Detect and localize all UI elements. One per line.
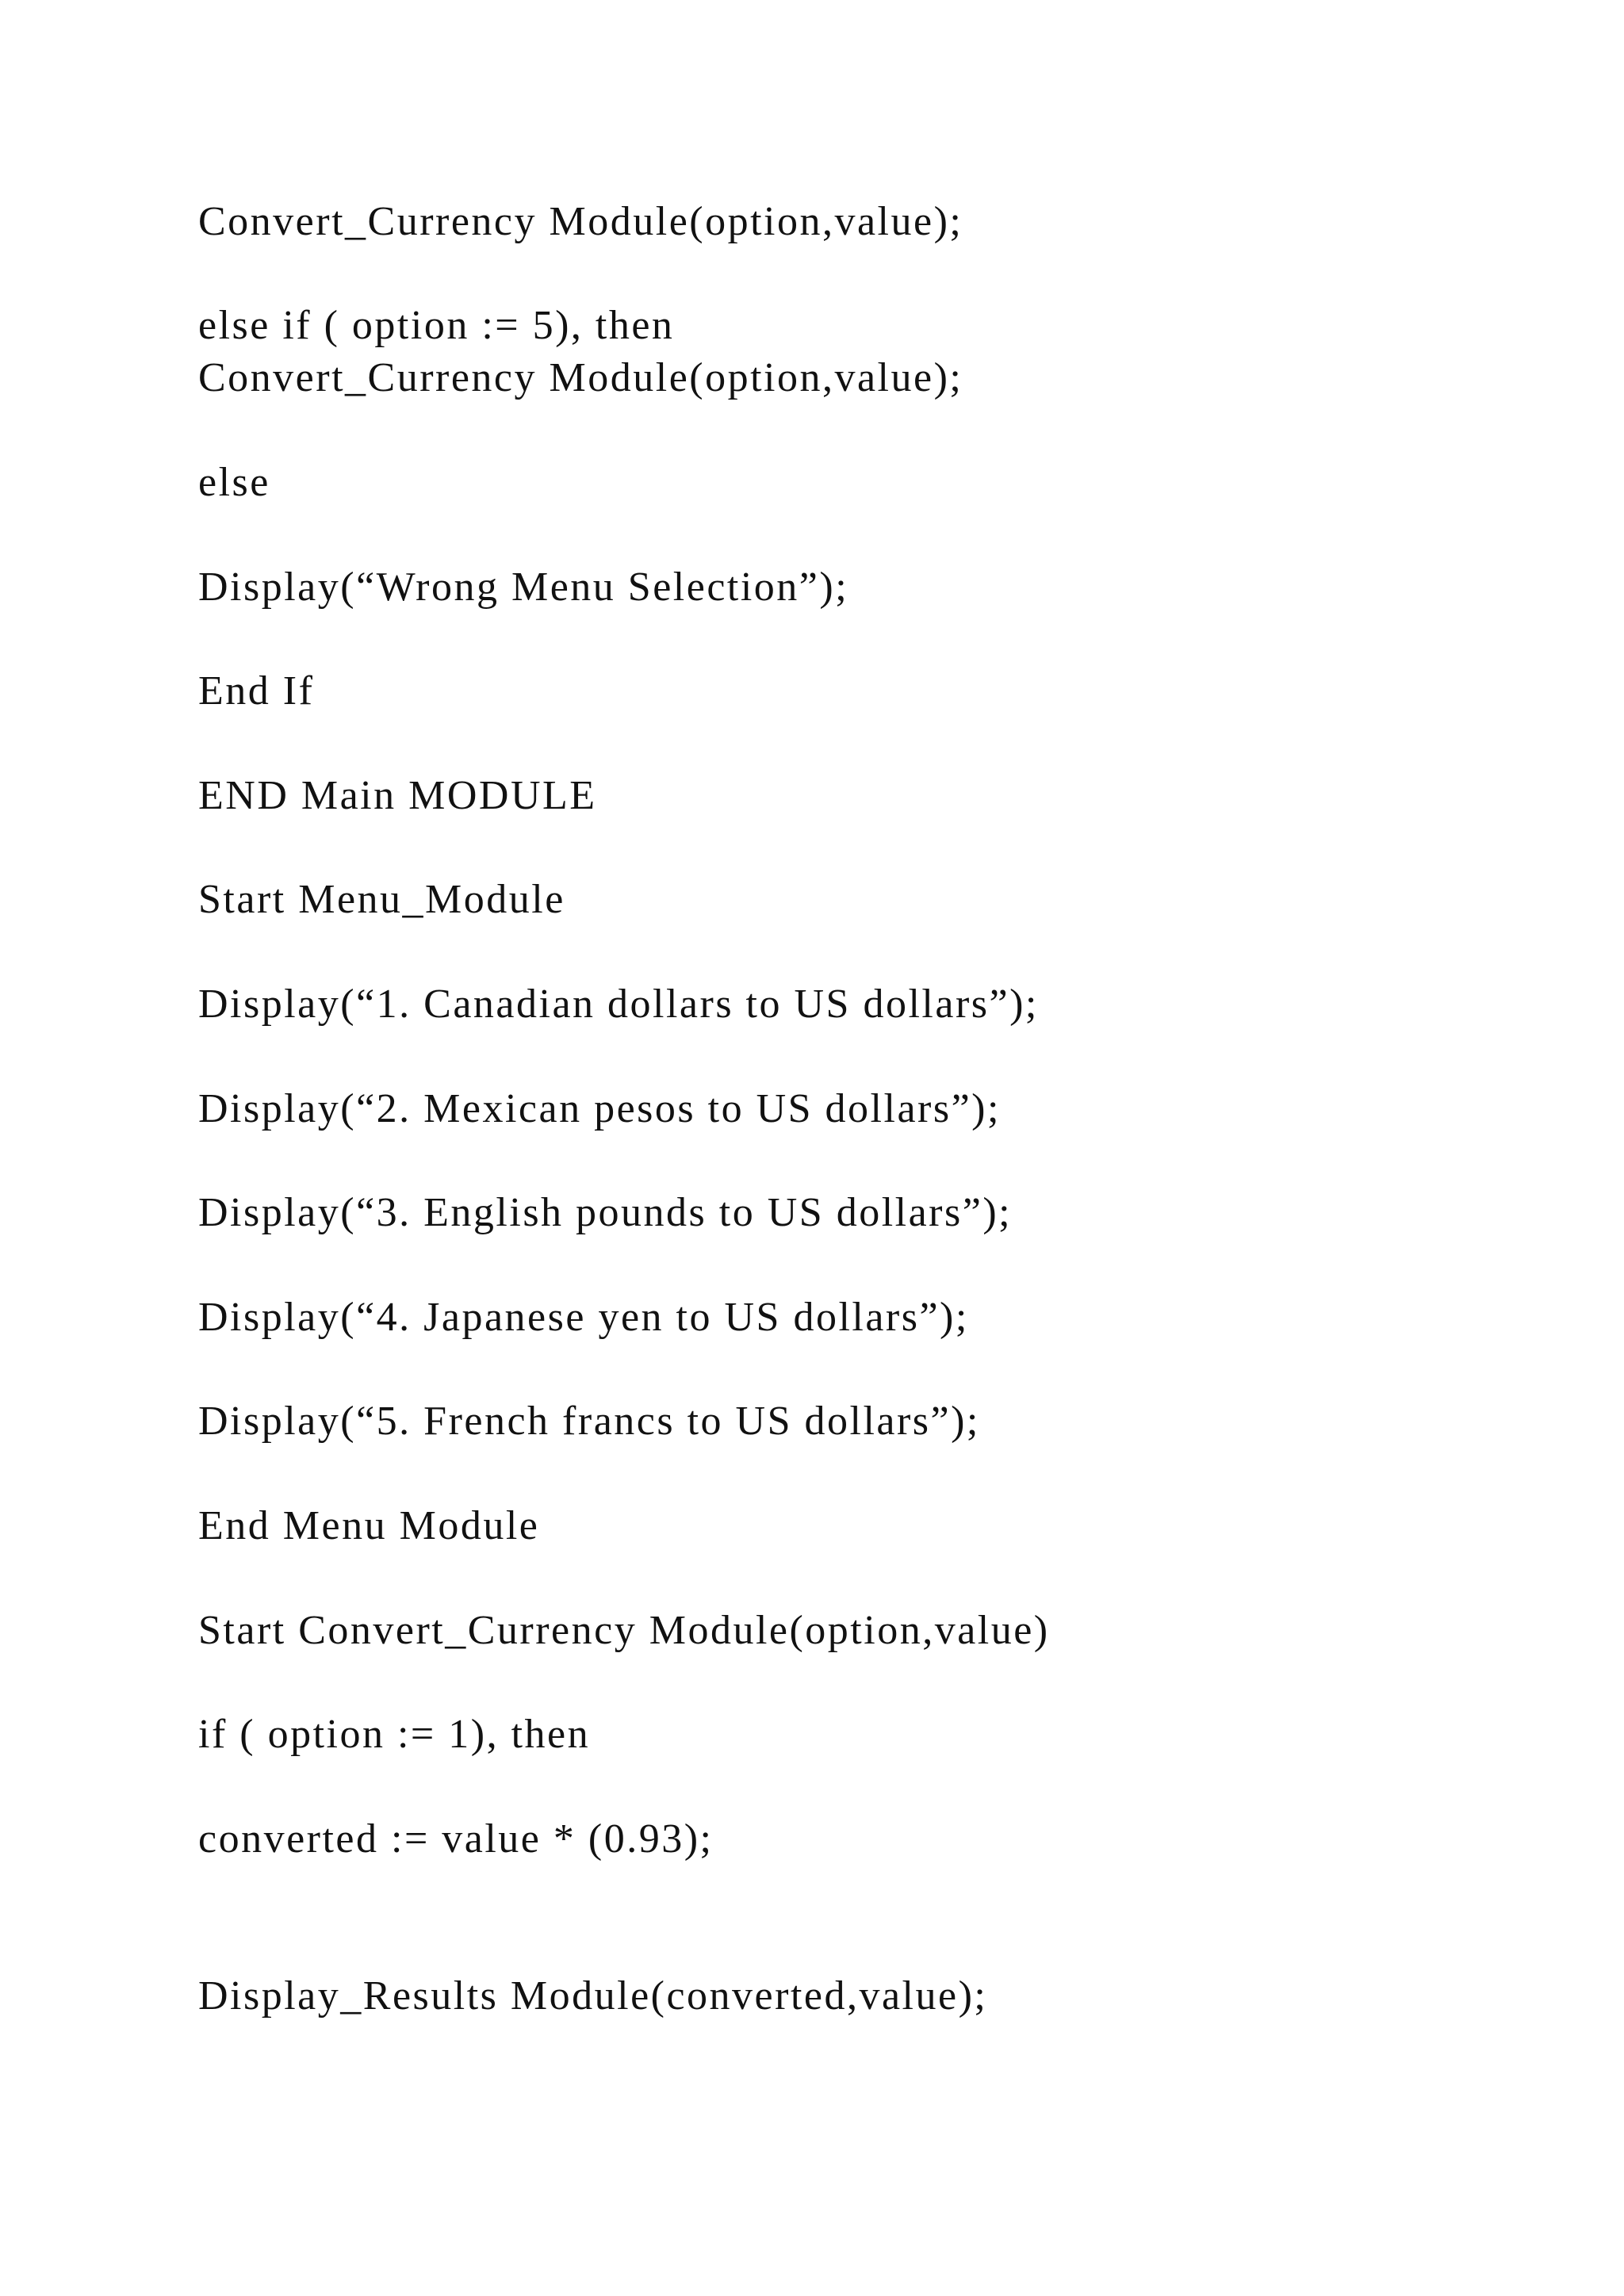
code-line: Start Menu_Module	[198, 877, 565, 922]
code-line: converted := value * (0.93);	[198, 1816, 714, 1862]
code-line: else	[198, 460, 270, 505]
code-line: Display(“1. Canadian dollars to US dollars”);	[198, 982, 1039, 1027]
code-line: End Menu Module	[198, 1503, 540, 1548]
code-line: End If	[198, 668, 315, 714]
code-line: Convert_Currency Module(option,value);	[198, 199, 963, 244]
code-line: Display(“5. French francs to US dollars”);	[198, 1399, 980, 1444]
code-line: END Main MODULE	[198, 773, 597, 818]
code-line: Display(“2. Mexican pesos to US dollars”);	[198, 1086, 1001, 1131]
code-line: Display(“3. English pounds to US dollars”);	[198, 1190, 1013, 1235]
code-line: Display(“4. Japanese yen to US dollars”);	[198, 1295, 969, 1340]
code-line: Convert_Currency Module(option,value);	[198, 355, 963, 400]
code-line: Start Convert_Currency Module(option,value)	[198, 1608, 1050, 1653]
code-line: Display_Results Module(converted,value);	[198, 1973, 988, 2019]
code-line: Display(“Wrong Menu Selection”);	[198, 564, 849, 610]
code-line: if ( option := 1), then	[198, 1712, 591, 1757]
code-line: else if ( option := 5), then	[198, 303, 675, 348]
